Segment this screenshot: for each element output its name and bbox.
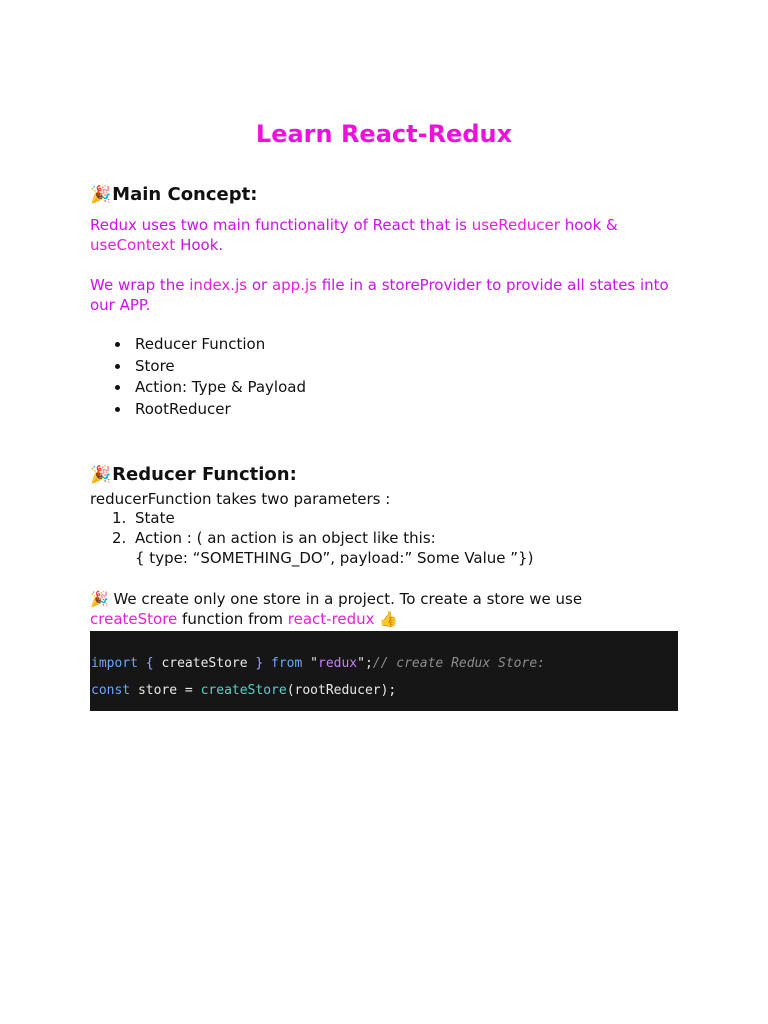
list-item bbox=[90, 528, 533, 568]
reducer-function-heading-text: Reducer Function: bbox=[112, 464, 297, 485]
store-paragraph bbox=[90, 589, 690, 629]
list-item-text: Reducer Function bbox=[135, 335, 266, 353]
bullet-dot bbox=[115, 407, 120, 412]
main-concept-heading bbox=[90, 183, 257, 207]
list-item-text: State bbox=[135, 509, 175, 527]
list-item bbox=[90, 399, 306, 421]
concept-bullet-list bbox=[90, 334, 306, 420]
list-item-text: Action: Type & Payload bbox=[135, 378, 306, 396]
use-reducer-highlight: useReducer bbox=[471, 216, 560, 234]
list-item bbox=[90, 356, 306, 378]
code-function: createStore bbox=[200, 683, 287, 698]
code-punct: } bbox=[247, 656, 272, 671]
create-store-highlight: createStore bbox=[90, 610, 178, 628]
code-punct: { bbox=[137, 656, 162, 671]
store-provider-paragraph bbox=[90, 275, 670, 315]
reducer-intro: reducerFunction takes two parameters : bbox=[90, 490, 391, 508]
code-keyword: const bbox=[91, 683, 131, 698]
reducer-function-heading bbox=[90, 463, 297, 487]
code-identifier: createStore bbox=[161, 656, 248, 671]
paragraph-text: or bbox=[247, 276, 272, 294]
party-popper-icon: 🎉 bbox=[90, 185, 112, 205]
reducer-params-list bbox=[90, 508, 533, 568]
list-item-text: Store bbox=[135, 356, 175, 375]
code-line-const bbox=[91, 683, 396, 699]
code-block bbox=[90, 631, 678, 711]
code-string-quote: " bbox=[302, 656, 318, 671]
list-item bbox=[90, 334, 306, 356]
list-item-text: RootReducer bbox=[135, 399, 231, 418]
code-keyword: import bbox=[91, 656, 138, 671]
paragraph-text: Hook. bbox=[175, 236, 224, 254]
paragraph-text: We wrap the bbox=[90, 276, 190, 294]
redux-hooks-paragraph bbox=[90, 215, 690, 255]
bullet-dot bbox=[115, 342, 120, 347]
paragraph-text: file in a storeProvider to provide all states into our APP. bbox=[90, 276, 669, 314]
party-popper-icon: 🎉 bbox=[90, 465, 112, 485]
page-title: Learn React-Redux bbox=[255, 120, 513, 148]
list-number: 1. bbox=[112, 509, 127, 527]
paragraph-text: function from bbox=[177, 610, 288, 628]
react-redux-highlight: react-redux bbox=[287, 610, 375, 628]
code-keyword: from bbox=[271, 656, 303, 671]
paragraph-text: We create only one store in a project. To create a store we use bbox=[108, 590, 583, 608]
list-number: 2. bbox=[112, 529, 127, 547]
use-context-highlight: useContext bbox=[90, 236, 176, 254]
paragraph-text: hook & bbox=[559, 216, 618, 234]
code-comment: // create Redux Store: bbox=[372, 656, 545, 671]
list-item bbox=[90, 508, 533, 528]
code-string: redux bbox=[318, 656, 358, 671]
action-object-example: { type: “SOMETHING_DO”, payload:” Some Value ”}) bbox=[135, 549, 534, 567]
code-args: (rootReducer); bbox=[286, 683, 397, 698]
code-line-import bbox=[91, 656, 545, 672]
list-item-text: Action : ( an action is an object like this: bbox=[135, 529, 436, 547]
bullet-dot bbox=[115, 385, 120, 390]
bullet-dot bbox=[115, 364, 120, 369]
main-concept-heading-text: Main Concept: bbox=[112, 184, 258, 205]
index-js-highlight: index.js bbox=[189, 276, 248, 294]
code-string-quote: "; bbox=[357, 656, 373, 671]
thumbs-up-icon: 👍 bbox=[379, 610, 399, 628]
app-js-highlight: app.js bbox=[271, 276, 317, 294]
code-identifier: store = bbox=[130, 683, 201, 698]
list-item bbox=[90, 377, 306, 399]
party-popper-icon: 🎉 bbox=[90, 590, 109, 608]
paragraph-text: Redux uses two main functionality of React that is bbox=[90, 216, 472, 234]
